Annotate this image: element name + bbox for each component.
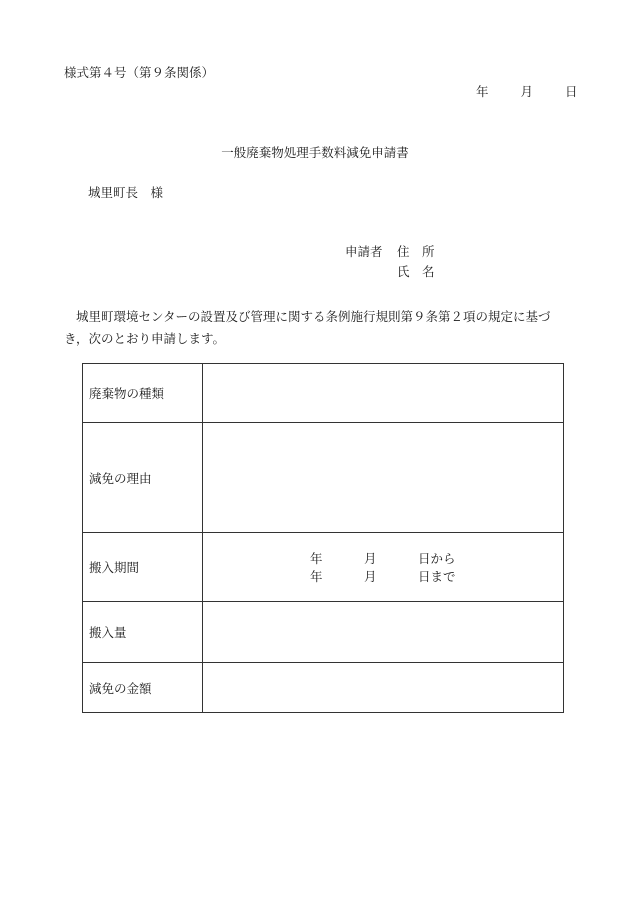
addressee: 城里町長 様 xyxy=(88,185,164,200)
table-row xyxy=(83,364,564,423)
waste-type-field[interactable] xyxy=(203,364,564,423)
amount-field[interactable] xyxy=(203,663,564,713)
period-from-day: 日から xyxy=(418,551,456,566)
date-line xyxy=(476,86,578,99)
applicant-heading: 申請者 xyxy=(345,244,383,259)
period-to-day: 日まで xyxy=(418,569,456,584)
waste-type-label: 廃棄物の種類 xyxy=(83,364,203,423)
reason-field[interactable] xyxy=(203,423,564,533)
table-row xyxy=(83,423,564,533)
period-to-line xyxy=(203,567,563,585)
quantity-field[interactable] xyxy=(203,602,564,663)
reason-label: 減免の理由 xyxy=(83,423,203,533)
document-title: 一般廃棄物処理手数料減免申請書 xyxy=(221,145,409,160)
period-from-month: 月 xyxy=(364,551,377,566)
application-table xyxy=(82,363,564,713)
body-text: 城里町環境センターの設置及び管理に関する条例施行規則第９条第２項の規定に基づき，次のとおり申請します。 xyxy=(64,309,551,346)
table-row xyxy=(83,533,564,602)
applicant-block xyxy=(345,246,435,286)
date-year: 年 xyxy=(476,84,489,99)
form-number: 様式第４号（第９条関係） xyxy=(64,65,215,80)
date-month: 月 xyxy=(520,84,534,99)
period-field[interactable] xyxy=(203,533,564,602)
name-label: 氏 名 xyxy=(397,264,435,279)
quantity-label: 搬入量 xyxy=(83,602,203,663)
table-row xyxy=(83,602,564,663)
date-day: 日 xyxy=(565,84,578,99)
amount-label: 減免の金額 xyxy=(83,663,203,713)
period-to-month: 月 xyxy=(364,569,377,584)
period-from-line xyxy=(203,549,563,567)
period-label: 搬入期間 xyxy=(83,533,203,602)
period-to-year: 年 xyxy=(310,569,323,584)
table-row xyxy=(83,663,564,713)
period-from-year: 年 xyxy=(310,551,323,566)
address-label: 住 所 xyxy=(397,244,435,259)
